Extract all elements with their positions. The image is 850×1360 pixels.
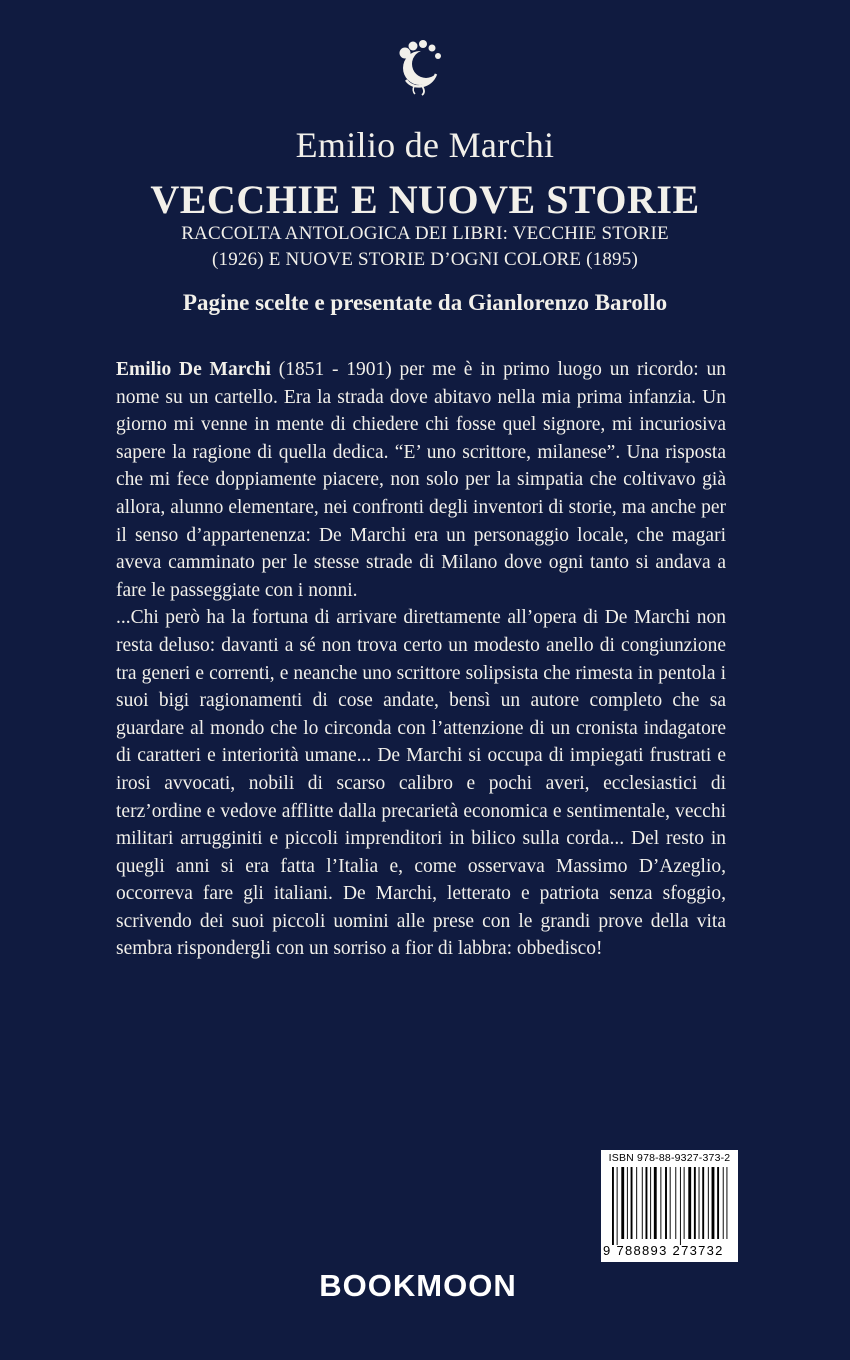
barcode-bar	[621, 1167, 624, 1239]
author-name: Emilio de Marchi	[295, 125, 555, 165]
barcode-bar	[723, 1167, 724, 1239]
barcode-bar	[708, 1167, 709, 1239]
barcode-bar	[726, 1167, 727, 1239]
publisher-logo: BOOKMOON	[319, 1268, 517, 1303]
barcode-bar	[688, 1167, 691, 1239]
barcode-bar	[680, 1167, 681, 1245]
book-subtitle	[100, 221, 750, 273]
barcode-bar	[675, 1167, 676, 1239]
barcode-bar	[654, 1167, 657, 1239]
barcode-bar	[717, 1167, 719, 1239]
barcode-bars	[612, 1167, 730, 1245]
barcode-bar	[627, 1167, 628, 1239]
blurb-lead-name: Emilio De Marchi	[116, 359, 271, 380]
subtitle-line-1: RACCOLTA ANTOLOGICA DEI LIBRI: VECCHIE STORIE	[181, 223, 669, 244]
blurb-paragraph-1-text: (1851 - 1901) per me è in primo luogo un ricordo: un nome su un cartello. Era la strada dove abitavo nella mia prima infanzia. Un giorno mi venne in mente di chiedere chi fosse quel signore, mi incuriosiva sapere la ragione di quella dedica. “E’ uno scrittore, milanese”. Una risposta che mi fece doppiamente piacere, non solo per la simpatia che coltivavo già allora, alunno elementare, nei confronti degli inventori di storie, ma anche per il senso d’appartenenza: De Marchi era un personaggio locale, che magari aveva camminato per le stesse strade di Milano dove ogni tanto si andava a fare le passeggiate con i nonni.	[116, 359, 726, 601]
moon-emblem-icon	[392, 36, 448, 96]
barcode-bar	[665, 1167, 667, 1239]
barcode-bar	[646, 1167, 648, 1239]
barcode-bar	[699, 1167, 700, 1239]
barcode-bar	[612, 1167, 614, 1245]
barcode-bar	[660, 1167, 661, 1239]
isbn-digits: 9 788893 273732	[603, 1243, 724, 1258]
blurb-paragraph-2: ...Chi però ha la fortuna di arrivare direttamente all’opera di De Marchi non resta deluso: davanti a sé non trova certo un modesto anello di congiunzione tra generi e correnti, e neanche uno scrittore solipsista che rimesta in pentola i suoi bigi ragionamenti di cose andate, bensì un autore completo che sa guardare al mondo che lo circonda con l’attenzione di un cronista indagatore di caratteri e interiorità umane... De Marchi si occupa di impiegati frustrati e irosi avvocati, nobili di scarso calibro e pochi averi, ecclesiastici di terz’ordine e vedove afflitte dalla precarietà economica e sentimentale, vecchi militari arrugginiti e piccoli imprenditori in bilico sulla corda... Del resto in quegli anni si era fatta l’Italia e, come osservava Massimo D’Azeglio, occorreva fare gli italiani. De Marchi, letterato e patriota senza sfoggio, scrivendo dei suoi piccoli uomini alle prese con le grandi prove della vita sembra rispondergli con un sorriso a fior di labbra: obbedisco!	[116, 607, 726, 960]
subtitle-line-2: (1926) E NUOVE STORIE D’OGNI COLORE (1895)	[211, 249, 638, 270]
barcode-bar	[617, 1167, 618, 1245]
barcode-bar	[694, 1167, 696, 1239]
barcode-bar	[642, 1167, 643, 1239]
blurb-paragraph-1	[116, 356, 726, 604]
barcode-bar	[670, 1167, 671, 1239]
barcode-bar	[702, 1167, 704, 1239]
barcode-bar	[684, 1167, 685, 1239]
isbn-label: ISBN 978-88-9327-373-2	[608, 1152, 731, 1164]
book-title: VECCHIE E NUOVE STORIE	[150, 177, 700, 222]
blurb	[116, 356, 726, 963]
isbn-barcode	[601, 1150, 738, 1262]
barcode-bar	[650, 1167, 651, 1239]
curator-line: Pagine scelte e presentate da Gianlorenzo Barollo	[182, 290, 668, 315]
barcode-bar	[712, 1167, 715, 1239]
barcode-bar	[631, 1167, 633, 1239]
barcode-bar	[636, 1167, 637, 1239]
